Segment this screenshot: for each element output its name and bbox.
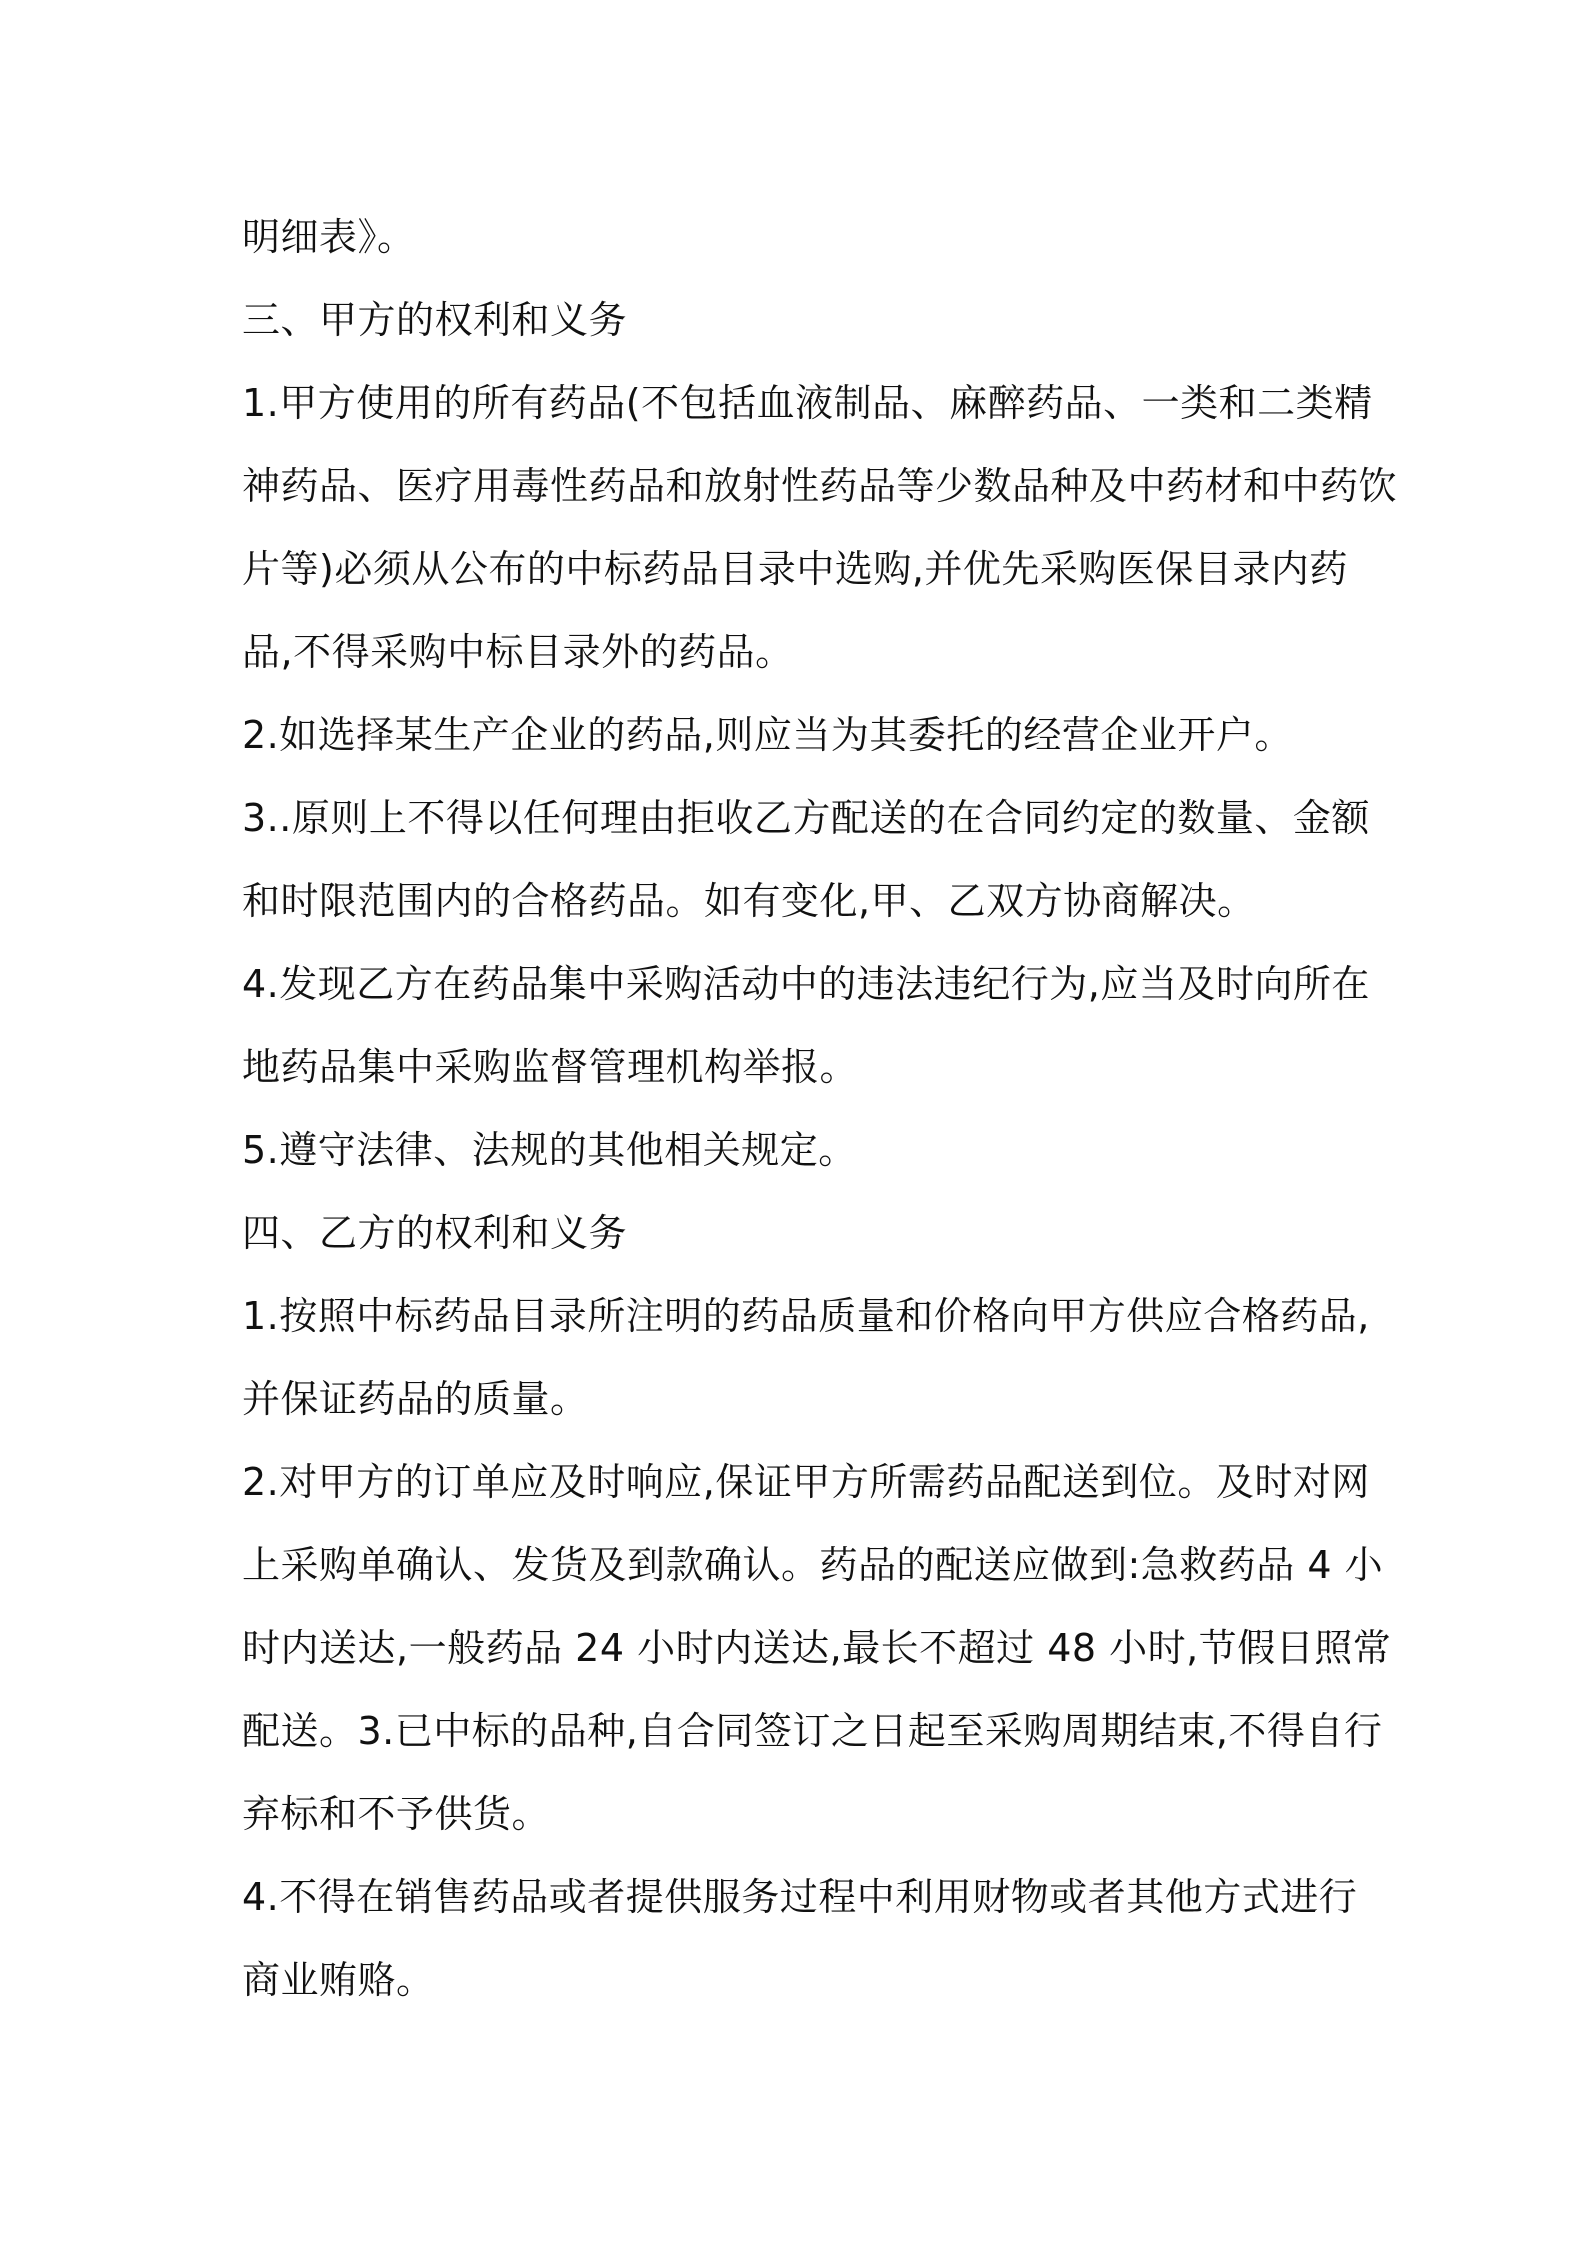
text-line: 3..原则上不得以任何理由拒收乙方配送的在合同约定的数量、金额	[242, 796, 1370, 840]
paragraph-a1	[242, 362, 1398, 694]
text-line: 2.对甲方的订单应及时响应,保证甲方所需药品配送到位。及时对网	[242, 1460, 1370, 1504]
paragraph-a3	[242, 777, 1370, 943]
text-line: 2.如选择某生产企业的药品,则应当为其委托的经营企业开户。	[242, 713, 1293, 757]
paragraph-b4	[242, 1856, 1358, 2022]
text-line: 5.遵守法律、法规的其他相关规定。	[242, 1128, 857, 1172]
paragraph-a2	[242, 694, 1352, 777]
text-line: 地药品集中采购监督管理机构举报。	[242, 1045, 859, 1089]
text-line: 商业贿赂。	[242, 1958, 435, 2002]
section-heading-party-a	[242, 279, 1352, 362]
paragraph-a5	[242, 1109, 1352, 1192]
paragraph-b1	[242, 1275, 1370, 1441]
paragraph-b2	[242, 1441, 1392, 1856]
text-line: 片等)必须从公布的中标药品目录中选购,并优先采购医保目录内药	[242, 547, 1348, 591]
text-line: 配送。3.已中标的品种,自合同签订之日起至采购周期结束,不得自行	[242, 1709, 1383, 1753]
section-heading-party-b	[242, 1192, 1352, 1275]
text-line: 上采购单确认、发货及到款确认。药品的配送应做到:急救药品 4 小	[242, 1543, 1384, 1587]
text-line: 弃标和不予供货。	[242, 1792, 551, 1836]
text-line: 1.甲方使用的所有药品(不包括血液制品、麻醉药品、一类和二类精	[242, 381, 1373, 425]
text-line: 神药品、医疗用毒性药品和放射性药品等少数品种及中药材和中药饮	[242, 464, 1398, 508]
paragraph-a4	[242, 943, 1370, 1109]
heading-text: 四、乙方的权利和义务	[242, 1211, 628, 1255]
text-line: 1.按照中标药品目录所注明的药品质量和价格向甲方供应合格药品,	[242, 1294, 1370, 1338]
text-line: 品,不得采购中标目录外的药品。	[242, 630, 794, 674]
document-body	[242, 196, 1398, 2022]
heading-text: 三、甲方的权利和义务	[242, 298, 628, 342]
text-line: 和时限范围内的合格药品。如有变化,甲、乙双方协商解决。	[242, 879, 1256, 923]
text-line: 4.不得在销售药品或者提供服务过程中利用财物或者其他方式进行	[242, 1875, 1358, 1919]
text-line: 明细表》。	[242, 215, 416, 259]
paragraph-continuation	[242, 196, 1352, 279]
text-line: 时内送达,一般药品 24 小时内送达,最长不超过 48 小时,节假日照常	[242, 1626, 1392, 1670]
text-line: 并保证药品的质量。	[242, 1377, 589, 1421]
text-line: 4.发现乙方在药品集中采购活动中的违法违纪行为,应当及时向所在	[242, 962, 1370, 1006]
